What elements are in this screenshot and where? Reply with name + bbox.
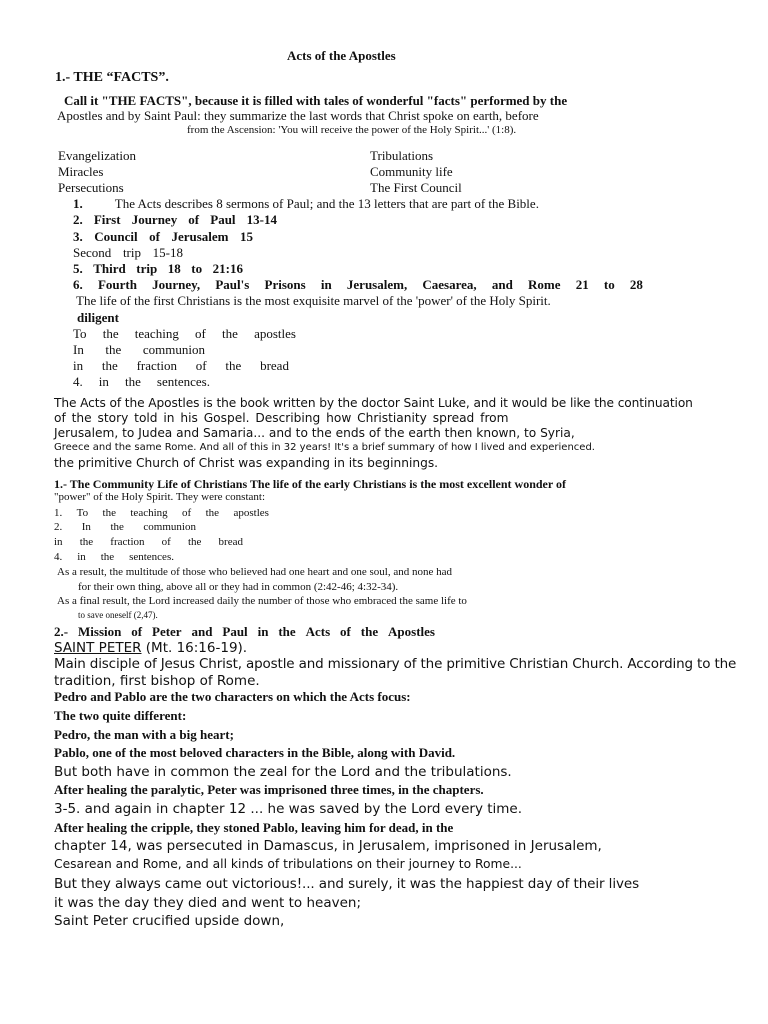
topic-community-life: Community life — [370, 164, 453, 179]
section-heading-facts: 1.- THE “FACTS”. — [55, 70, 169, 85]
topic-persecutions: Persecutions — [58, 180, 124, 195]
main-disciple-line-1: Main disciple of Jesus Christ, apostle and missionary of the primitive Christian Church. According to the — [54, 656, 737, 672]
constant-row-1: To the teaching of the apostles — [73, 326, 296, 341]
marvel-line: The life of the first Christians is the most exquisite marvel of the 'power' of the Holy Spirit. — [76, 293, 551, 308]
community-row-3: in the fraction of the bread — [54, 536, 243, 548]
sans-line-cesarean: Cesarean and Rome, and all kinds of tribulations on their journey to Rome... — [54, 857, 522, 871]
list-item-fourth-journey: 6. Fourth Journey, Paul's Prisons in Jerusalem, Caesarea, and Rome 21 to 28 — [73, 277, 643, 292]
result-line-1b: for their own thing, above all or they had in common (2:42-46; 4:32-34). — [78, 581, 399, 593]
constant-row-4: 4. in the sentences. — [73, 374, 210, 389]
constant-row-2: In the communion — [73, 342, 205, 357]
constant-row-3: in the fraction of the bread — [73, 358, 289, 373]
sans-line-heaven: it was the day they died and went to heaven; — [54, 895, 362, 911]
list-item-first-journey: 2. First Journey of Paul 13-14 — [73, 212, 277, 227]
result-line-2b: to save oneself (2,47). — [78, 610, 158, 620]
saint-peter-reference: (Mt. 16:16-19). — [141, 640, 248, 656]
bold-line-cripple: After healing the cripple, they stoned Pablo, leaving him for dead, in the — [54, 820, 454, 835]
paragraph-line-4: Greece and the same Rome. And all of this in 32 years! It's a brief summary of how I lived and experienced. — [54, 442, 595, 453]
sans-line-zeal: But both have in common the zeal for the Lord and the tribulations. — [54, 764, 512, 780]
intro-line-1: Call it "THE FACTS", because it is filled with tales of wonderful "facts" performed by the — [64, 93, 568, 108]
sans-line-chapter-12: 3-5. and again in chapter 12 ... he was saved by the Lord every time. — [54, 801, 523, 817]
intro-line-3: from the Ascension: 'You will receive the power of the Holy Spirit...' (1:8). — [187, 124, 517, 136]
topic-evangelization: Evangelization — [58, 148, 136, 163]
bold-line-pablo: Pablo, one of the most beloved characters in the Bible, along with David. — [54, 745, 456, 760]
topic-tribulations: Tribulations — [370, 148, 434, 163]
community-row-1: 1. To the teaching of the apostles — [54, 507, 269, 519]
main-disciple-line-2: tradition, first bishop of Rome. — [54, 673, 260, 689]
document-title: Acts of the Apostles — [287, 48, 396, 63]
saint-peter-heading: SAINT PETER — [54, 640, 142, 656]
result-line-2a: As a final result, the Lord increased daily the number of those who embraced the same life to — [57, 595, 467, 607]
sans-line-victorious: But they always came out victorious!... and surely, it was the happiest day of their lives — [54, 876, 640, 892]
bold-line-different: The two quite different: — [54, 708, 187, 723]
list-item-council: 3. Council of Jerusalem 15 — [73, 229, 253, 244]
list-item-second-trip: Second trip 15-18 — [73, 245, 183, 260]
section-heading-mission: 2.- Mission of Peter and Paul in the Acts of the Apostles — [54, 624, 435, 639]
saint-peter-line — [54, 640, 247, 656]
paragraph-line-1: The Acts of the Apostles is the book written by the doctor Saint Luke, and it would be like the continuation — [54, 396, 693, 410]
community-heading: 1.- The Community Life of Christians The life of the early Christians is the most excellent wonder of — [54, 477, 566, 491]
bold-line-paralytic: After healing the paralytic, Peter was imprisoned three times, in the chapters. — [54, 782, 484, 797]
sans-line-crucified: Saint Peter crucified upside down, — [54, 913, 285, 929]
topic-miracles: Miracles — [58, 164, 104, 179]
result-line-1a: As a result, the multitude of those who believed had one heart and one soul, and none had — [57, 566, 452, 578]
intro-line-2: Apostles and by Saint Paul: they summarize the last words that Christ spoke on earth, before — [57, 108, 539, 123]
community-row-2: 2. In the communion — [54, 521, 196, 533]
list-item-third-trip: 5. Third trip 18 to 21:16 — [73, 261, 243, 276]
bold-line-focus: Pedro and Pablo are the two characters on which the Acts focus: — [54, 689, 411, 704]
list-item-sermons: 1. The Acts describes 8 sermons of Paul; and the 13 letters that are part of the Bible. — [73, 196, 539, 211]
community-line-2: "power" of the Holy Spirit. They were constant: — [54, 491, 266, 503]
topic-first-council: The First Council — [370, 180, 462, 195]
diligent-label: diligent — [77, 310, 119, 325]
paragraph-line-5: the primitive Church of Christ was expanding in its beginnings. — [54, 456, 439, 470]
sans-line-chapter-14: chapter 14, was persecuted in Damascus, in Jerusalem, imprisoned in Jerusalem, — [54, 838, 602, 854]
paragraph-line-2: of the story told in his Gospel. Describing how Christianity spread from — [54, 411, 509, 425]
paragraph-line-3: Jerusalem, to Judea and Samaria... and to the ends of the earth then known, to Syria, — [54, 426, 575, 440]
community-row-4: 4. in the sentences. — [54, 551, 174, 563]
bold-line-pedro: Pedro, the man with a big heart; — [54, 727, 234, 742]
